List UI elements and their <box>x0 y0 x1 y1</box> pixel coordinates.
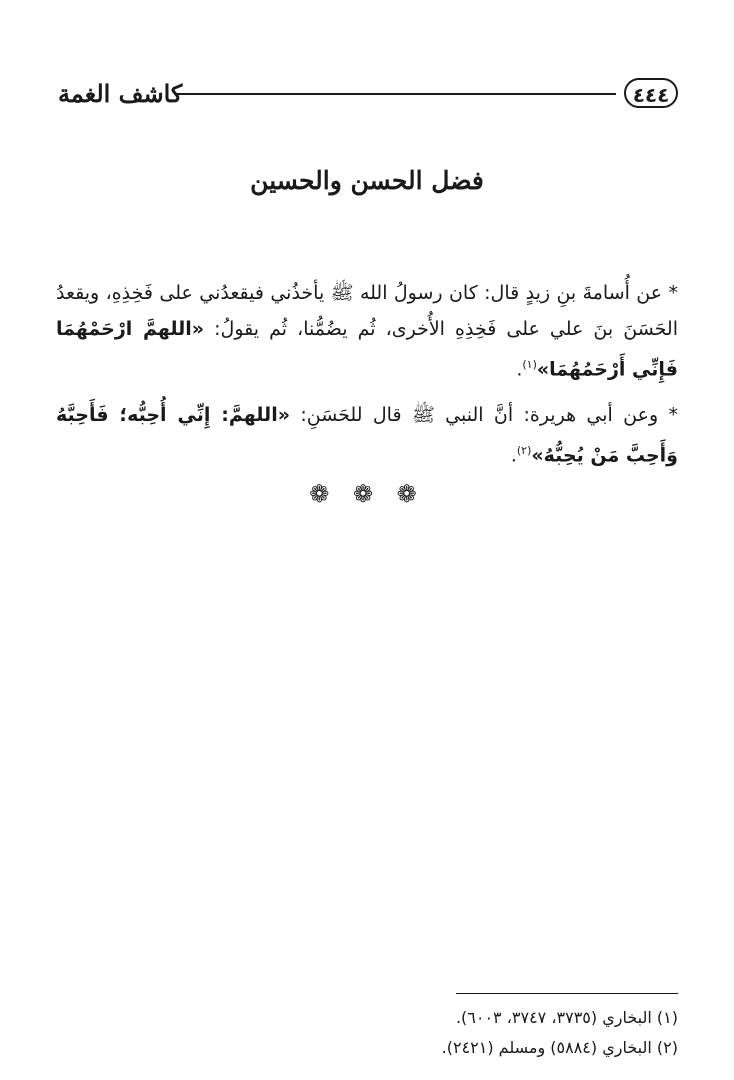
footnote-rule <box>456 993 678 994</box>
footnotes <box>178 1003 678 1063</box>
section-separator: ❁ ❁ ❁ <box>309 480 425 508</box>
page-number: ٤٤٤ <box>624 78 678 108</box>
sentence-end: . <box>510 444 517 467</box>
page-header <box>58 74 678 114</box>
hadith-quote: «اللهمَّ ارْحَمْهُمَا فَإِنِّي أَرْحَمُهُمَا» <box>56 318 678 381</box>
hadith-paragraph <box>56 275 678 387</box>
hadith-text: * عن أُسامةَ بنِ زيدٍ قال: كان رسولُ الله ﷺ يأخذُني فيقعدُني على فَخِذِهِ، ويقعدُ الحَسَنَ بنَ علي على فَخِذِهِ الأُخرى، ثُم يضُمُّنا، ثُم يقولُ: <box>56 282 679 340</box>
book-title: كاشف الغمة <box>58 79 183 108</box>
footnote-ref: (١) <box>522 358 537 371</box>
header-rule <box>176 93 616 95</box>
hadith-paragraph <box>56 397 678 473</box>
chapter-title: فضل الحسن والحسين <box>250 166 484 195</box>
hadith-quote: «اللهمَّ: إِنِّي أُحِبُّه؛ فَأَحِبَّهُ وَأَحِبَّ مَنْ يُحِبُّهُ» <box>56 404 678 467</box>
footnote-item: (١) البخاري (٣٧٣٥، ٣٧٤٧، ٦٠٠٣). <box>455 1008 678 1027</box>
hadith-text: * وعن أبي هريرة: أنَّ النبي ﷺ قال للحَسَنِ: <box>300 404 679 427</box>
footnote-ref: (٢) <box>516 444 532 458</box>
sentence-end: . <box>516 358 523 381</box>
body-text <box>56 275 678 484</box>
footnote-item: (٢) البخاري (٥٨٨٤) ومسلم (٢٤٢١). <box>441 1038 678 1057</box>
